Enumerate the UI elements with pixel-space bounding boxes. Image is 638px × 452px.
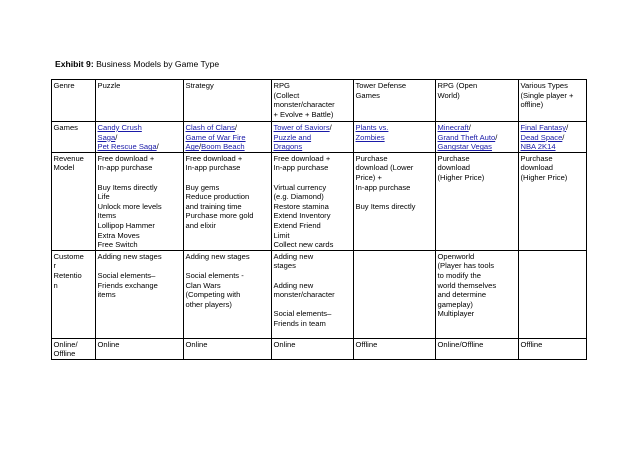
header-cell-genre [52, 80, 96, 122]
cell-line: (Player has tools [437, 261, 495, 271]
cell-line: + Evolve + Battle) [273, 109, 334, 119]
game-title-line [186, 133, 270, 143]
revenue-cell-various-types [519, 152, 587, 250]
cell-line: n [53, 280, 58, 290]
game-title-link[interactable]: Tower of Saviors [273, 123, 330, 132]
game-title-link[interactable]: Minecraft [437, 123, 469, 132]
retention-cell-rpg [272, 250, 354, 338]
game-title-link[interactable]: Puzzle and [273, 132, 312, 142]
game-title-line [521, 133, 585, 143]
cell-line: r [53, 261, 57, 271]
title-separator: / [199, 142, 202, 152]
game-title-line [98, 142, 182, 152]
games-cell-rpg-open-world [436, 122, 519, 153]
cell-line: (Single player + [520, 90, 574, 100]
cell-line: RPG [273, 81, 290, 90]
cell-line: monster/character [273, 290, 335, 300]
title-separator: / [156, 142, 159, 152]
cell-line: RPG (Open [437, 81, 478, 90]
cell-line: Buy gems [185, 182, 220, 192]
blank-line [274, 300, 352, 310]
game-title-link[interactable]: NBA 2K14 [520, 142, 556, 152]
game-title-link[interactable]: Plants vs. [355, 123, 389, 132]
cell-line: and determine [437, 290, 487, 300]
cell-line: (Competing with [185, 290, 241, 300]
game-title-line [521, 142, 585, 152]
games-row [52, 122, 587, 153]
cell-line: Buy Items directly [97, 182, 158, 192]
blank-line [274, 173, 352, 183]
cell-line: Extra Moves [97, 230, 140, 240]
game-title-link[interactable]: Candy Crush [97, 123, 142, 132]
cell-line: Online/Offline [437, 339, 484, 349]
cell-line: Offline [520, 339, 543, 349]
cell-line: monster/character [273, 100, 335, 110]
cell-line: Social elements– [273, 309, 332, 319]
revenue-cell-puzzle [96, 152, 184, 250]
cell-line: Model [53, 163, 75, 173]
cell-line: items [97, 290, 116, 300]
blank-line [98, 261, 182, 271]
retention-cell-strategy [184, 250, 272, 338]
cell-line: Free Switch [97, 240, 138, 250]
cell-line: (Higher Price) [520, 172, 568, 182]
cell-line: Adding new stages [97, 251, 162, 261]
revenue-cell-rpg [272, 152, 354, 250]
game-title-line [356, 133, 434, 143]
cell-line: In-app purchase [97, 163, 153, 173]
cell-line: Items [97, 211, 117, 221]
header-cell-strategy [184, 80, 272, 122]
cell-line: Clan Wars [185, 280, 221, 290]
game-title-link[interactable]: Grand Theft Auto [437, 132, 496, 142]
online-cell-tower-defense [354, 338, 436, 359]
cell-line: Life [97, 192, 110, 202]
cell-line: Friends exchange [97, 280, 158, 290]
cell-line: Reduce production [185, 192, 250, 202]
cell-line: Purchase [355, 153, 388, 163]
cell-line: Online [97, 339, 120, 349]
cell-line: Price) + [355, 172, 382, 182]
game-title-link[interactable]: Dead Space [520, 132, 563, 142]
customer-retention-row [52, 250, 587, 338]
cell-line: Purchase [437, 153, 470, 163]
games-cell-strategy [184, 122, 272, 153]
online-cell-rpg [272, 338, 354, 359]
games-cell-rpg [272, 122, 354, 153]
exhibit-label: Exhibit 9: [55, 59, 94, 69]
title-separator: / [566, 123, 569, 132]
title-separator: / [115, 132, 118, 142]
header-cell-tower-defense [354, 80, 436, 122]
blank-line [98, 173, 182, 183]
cell-line: Unlock more levels [97, 201, 162, 211]
title-separator: / [468, 123, 471, 132]
cell-line: Multiplayer [437, 309, 475, 319]
game-title-link[interactable]: Gangstar Vegas [437, 142, 492, 152]
retention-cell-tower-defense [354, 250, 436, 338]
blank-line [186, 173, 270, 183]
retention-cell-various-types [519, 250, 587, 338]
game-title-line [274, 133, 352, 143]
cell-line: In-app purchase [273, 163, 329, 173]
cell-line: Social elements– [97, 270, 156, 280]
cell-line: Restore stamina [273, 201, 329, 211]
game-title-link[interactable]: Game of War Fire [185, 132, 246, 142]
online-cell-rpg-open-world [436, 338, 519, 359]
game-title-line [521, 123, 585, 133]
header-cell-rpg-open-world [436, 80, 519, 122]
exhibit-caption [55, 59, 219, 69]
title-separator: / [495, 132, 498, 142]
title-separator: / [234, 123, 238, 132]
cell-line: Friends in team [273, 318, 326, 328]
business-models-table [51, 79, 587, 360]
cell-line: download [437, 163, 471, 173]
cell-line: Offline [53, 349, 76, 359]
cell-line: world themselves [437, 280, 497, 290]
cell-line: Purchase [520, 153, 553, 163]
cell-line: Games [53, 123, 78, 132]
revenue-model-row [52, 152, 587, 250]
online-cell-puzzle [96, 338, 184, 359]
cell-line: to modify the [437, 270, 481, 280]
title-separator: / [562, 132, 565, 142]
game-title-link[interactable]: Age [185, 142, 200, 152]
title-separator: / [329, 123, 332, 132]
game-title-link[interactable]: Saga [97, 132, 116, 142]
cell-line: Purchase more gold [185, 211, 254, 221]
cell-line: Buy Items directly [355, 201, 416, 211]
cell-line: Openworld [437, 251, 475, 261]
cell-line: Custome [53, 251, 84, 261]
cell-line: Adding new [273, 280, 314, 290]
cell-line: (e.g. Diamond) [273, 192, 324, 202]
game-title-link[interactable]: Final Fantasy [520, 123, 567, 132]
cell-line: other players) [185, 299, 232, 309]
cell-line: Virtual currency [273, 182, 327, 192]
game-title-line [438, 142, 517, 152]
game-title-line [274, 123, 352, 133]
cell-line: Social elements - [185, 270, 244, 280]
revenue-cell-strategy [184, 152, 272, 250]
cell-line: Online/ [53, 339, 78, 349]
cell-line: Online [185, 339, 208, 349]
cell-line: Adding new stages [185, 251, 250, 261]
cell-line: Extend Friend [273, 220, 321, 230]
cell-line: Extend Inventory [273, 211, 331, 221]
game-title-link[interactable]: Dragons [273, 142, 303, 152]
game-title-line [186, 142, 270, 152]
cell-line: Revenue [53, 153, 84, 163]
cell-line: In-app purchase [355, 182, 411, 192]
cell-line: Free download + [97, 153, 155, 163]
online-offline-row [52, 338, 587, 359]
cell-line: and elixir [185, 220, 216, 230]
cell-line: Free download + [273, 153, 331, 163]
game-title-line [98, 133, 182, 143]
header-cell-various-types [519, 80, 587, 122]
game-title-line [438, 123, 517, 133]
game-title-link[interactable]: Pet Rescue Saga [97, 142, 157, 152]
cell-line: download (Lower [355, 163, 414, 173]
online-cell-various-types [519, 338, 587, 359]
cell-line: Games [355, 90, 380, 100]
game-title-link[interactable]: Clash of Clans [185, 123, 235, 132]
cell-line: Adding new [273, 251, 314, 261]
row-label-games [52, 122, 96, 153]
cell-line: Tower Defense [355, 81, 407, 90]
game-title-line [438, 133, 517, 143]
header-cell-rpg [272, 80, 354, 122]
cell-line: Limit [273, 230, 290, 240]
game-title-link[interactable]: Boom Beach [201, 142, 245, 152]
blank-line [274, 271, 352, 281]
game-title-link[interactable]: Zombies [355, 132, 385, 142]
game-title-line [356, 123, 434, 133]
exhibit-title: Business Models by Game Type [93, 59, 220, 69]
game-title-line [274, 142, 352, 152]
online-cell-strategy [184, 338, 272, 359]
revenue-cell-rpg-open-world [436, 152, 519, 250]
cell-line: and training time [185, 201, 242, 211]
cell-line: In-app purchase [185, 163, 241, 173]
cell-line: gameplay) [437, 299, 473, 309]
header-cell-puzzle [96, 80, 184, 122]
games-cell-tower-defense [354, 122, 436, 153]
cell-line: Collect new cards [273, 240, 334, 250]
header-row [52, 80, 587, 122]
retention-cell-puzzle [96, 250, 184, 338]
cell-line: Lollipop Hammer [97, 220, 155, 230]
cell-line: download [520, 163, 554, 173]
cell-line: Strategy [185, 81, 214, 90]
row-label-customer-retention [52, 250, 96, 338]
cell-line: (Collect [273, 90, 300, 100]
game-title-line [186, 123, 270, 133]
cell-line: Online [273, 339, 296, 349]
cell-line: Genre [53, 81, 75, 90]
cell-line: Various Types [520, 81, 568, 90]
retention-cell-rpg-open-world [436, 250, 519, 338]
cell-line: Offline [355, 339, 378, 349]
game-title-line [98, 123, 182, 133]
row-label-online-offline [52, 338, 96, 359]
games-cell-various-types [519, 122, 587, 153]
revenue-cell-tower-defense [354, 152, 436, 250]
cell-line: Puzzle [97, 81, 121, 90]
cell-line: (Higher Price) [437, 172, 485, 182]
blank-line [356, 192, 434, 202]
cell-line: Retentio [53, 270, 82, 280]
row-label-revenue-model [52, 152, 96, 250]
blank-line [186, 261, 270, 271]
cell-line: offline) [520, 100, 544, 110]
games-cell-puzzle [96, 122, 184, 153]
cell-line: stages [273, 261, 296, 271]
cell-line: World) [437, 90, 460, 100]
cell-line: Free download + [185, 153, 243, 163]
